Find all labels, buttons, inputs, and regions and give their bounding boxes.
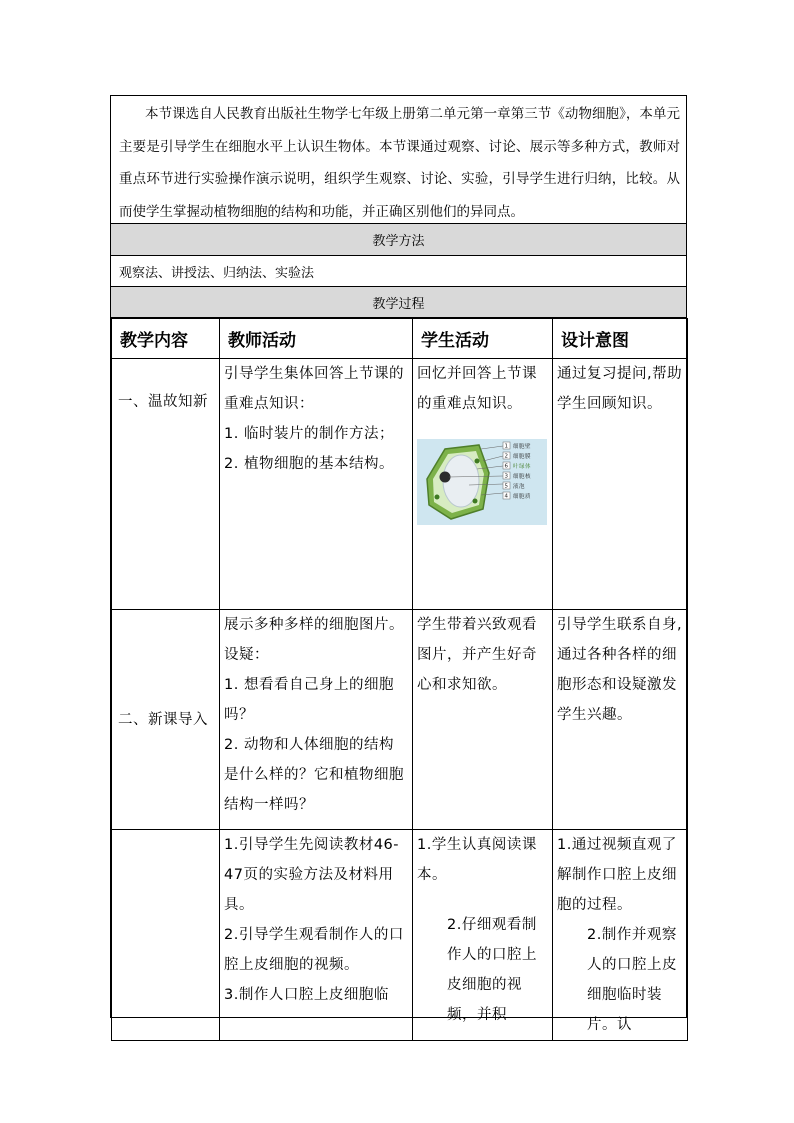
figure-number: 6 <box>504 463 509 470</box>
column-header-content: 教学内容 <box>112 319 220 359</box>
figure-number: 4 <box>504 493 509 500</box>
figure-number: 2 <box>504 453 509 460</box>
intent-cell <box>553 359 688 610</box>
teacher-cell <box>220 359 413 610</box>
column-header-row <box>112 319 688 359</box>
methods-text: 观察法、讲授法、归纳法、实验法 <box>119 265 315 281</box>
nucleus-shape <box>440 472 451 483</box>
teacher-text: 1. 临时装片的制作方法； <box>224 426 394 442</box>
teacher-text: 1.引导学生先阅读教材46-47页的实验方法及材料用具。 <box>224 837 400 913</box>
chloroplast-shape <box>473 499 478 504</box>
student-text: 回忆并回答上节课的重难点知识。 <box>417 366 537 412</box>
figure-label: 细胞核 <box>513 474 532 480</box>
student-text: 学生带着兴致观看图片，并产生好奇心和求知欲。 <box>417 617 537 693</box>
intent-cell <box>553 610 688 830</box>
student-cell <box>413 610 553 830</box>
student-text: 2.仔细观看制作人的口腔上皮细胞的视频，并积 <box>447 917 537 1023</box>
figure-label: 叶绿体 <box>513 464 532 470</box>
methods-header-text: 教学方法 <box>372 234 425 249</box>
teacher-text: 3.制作人口腔上皮细胞临 <box>224 987 389 1003</box>
figure-label: 细胞壁 <box>513 444 532 450</box>
process-header <box>111 286 686 318</box>
teacher-cell <box>220 610 413 830</box>
intro-text: 本节课选自人民教育出版社生物学七年级上册第二单元第一章第三节《动物细胞》，本单元主要是引导学生在细胞水平上认识生物体。本节课通过观察、讨论、展示等多种方式，教师对重点环节进行实验操作演示说明，组织学生观察、讨论、实验，引导学生进行归纳，比较。从而使学生掌握动植物细胞的结构和功能，并正确区别他们的异同点。 <box>119 106 680 220</box>
figure-number: 5 <box>504 483 509 490</box>
topic-text: 一、温故知新 <box>118 394 208 410</box>
intro-paragraph <box>111 96 686 223</box>
column-header-teacher: 教师活动 <box>220 319 413 359</box>
figure-label: 细胞膜 <box>513 454 532 460</box>
lesson-plan-table <box>110 95 687 1033</box>
figure-number: 1 <box>504 443 509 450</box>
student-cell <box>413 830 553 1041</box>
teacher-cell <box>220 830 413 1041</box>
table-row <box>112 830 688 1041</box>
table-row <box>112 610 688 830</box>
table-row <box>112 359 688 610</box>
teacher-text: 展示多种多样的细胞图片。设疑： <box>224 617 404 663</box>
topic-cell <box>112 610 220 830</box>
methods-row <box>111 256 686 286</box>
chloroplast-shape <box>435 495 440 500</box>
topic-cell <box>112 359 220 610</box>
teacher-text: 1. 想看看自己身上的细胞吗？ <box>224 677 394 723</box>
column-header-intent: 设计意图 <box>553 319 688 359</box>
figure-number: 3 <box>504 473 509 480</box>
process-table <box>111 318 688 1041</box>
student-cell <box>413 359 553 610</box>
plant-cell-diagram <box>417 439 547 525</box>
intent-text: 2.制作并观察人的口腔上皮细胞临时装片。认 <box>587 927 677 1033</box>
intent-cell <box>553 830 688 1041</box>
column-header-student: 学生活动 <box>413 319 553 359</box>
figure-label: 液泡 <box>513 484 526 490</box>
topic-cell <box>112 830 220 1041</box>
intent-text: 通过复习提问,帮助学生回顾知识。 <box>557 366 683 412</box>
intent-text: 引导学生联系自身,通过各种各样的细胞形态和设疑激发学生兴趣。 <box>557 617 683 723</box>
figure-label: 细胞质 <box>513 494 532 500</box>
topic-text: 二、新课导入 <box>118 711 208 728</box>
teacher-text: 引导学生集体回答上节课的重难点知识： <box>224 366 404 412</box>
teacher-text: 2.引导学生观看制作人的口腔上皮细胞的视频。 <box>224 927 404 973</box>
chloroplast-shape <box>475 459 480 464</box>
teacher-text: 2. 动物和人体细胞的结构是什么样的？它和植物细胞结构一样吗？ <box>224 737 404 813</box>
process-header-text: 教学过程 <box>372 296 425 312</box>
student-text: 1.学生认真阅读课本。 <box>417 837 537 883</box>
teacher-text: 2. 植物细胞的基本结构。 <box>224 456 394 472</box>
intent-text: 1.通过视频直观了解制作口腔上皮细胞的过程。 <box>557 837 677 913</box>
methods-header <box>111 223 686 256</box>
